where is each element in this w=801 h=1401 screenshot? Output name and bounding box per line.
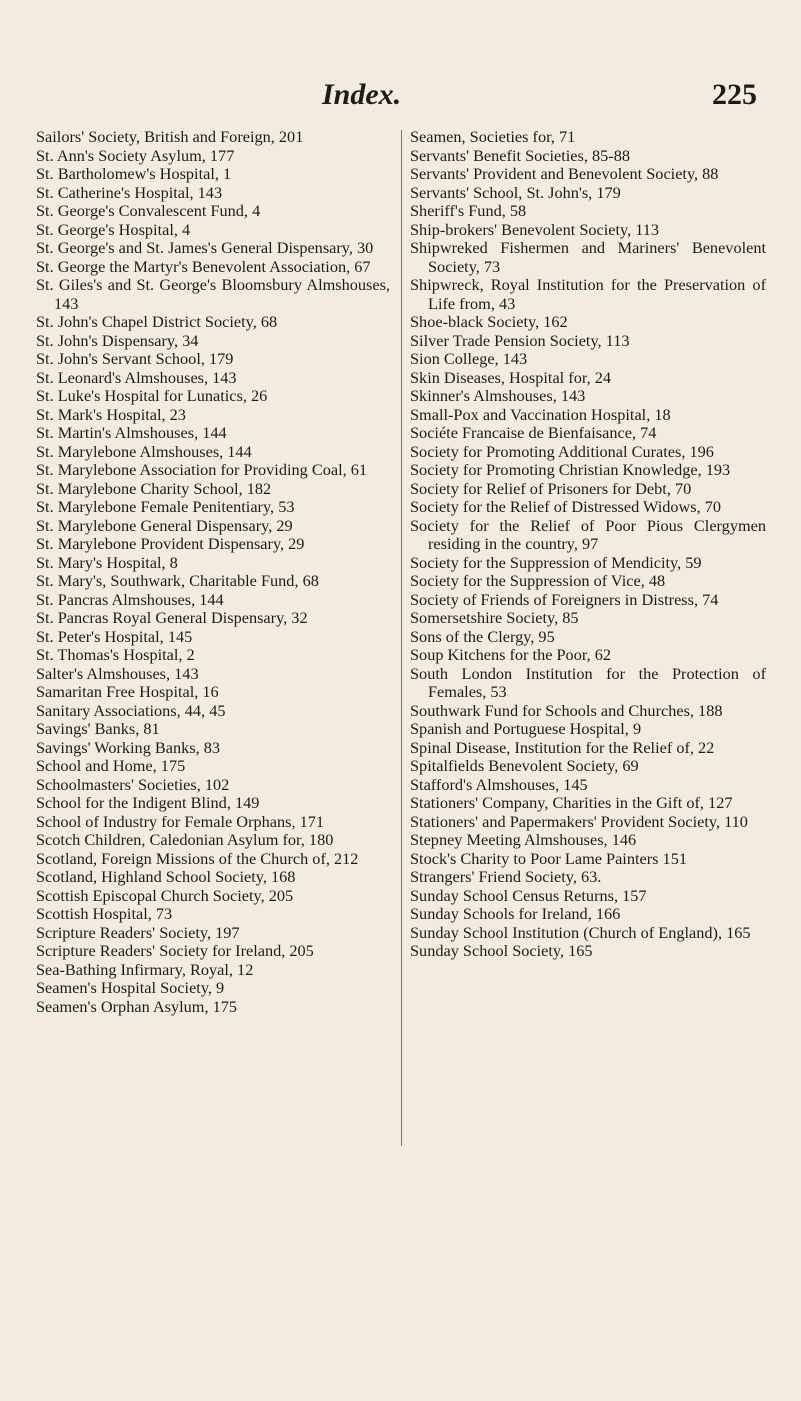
index-entry: Scottish Hospital, 73 [36,904,173,923]
index-entry: Sunday School Institution (Church of England), 165 [410,922,751,942]
index-entry: Silver Trade Pension Society, 113 [410,330,630,350]
index-entry: St. Peter's Hospital, 145 [36,626,193,646]
index-entry: Sunday Schools for Ireland, 166 [410,904,621,923]
index-entry: St. Marylebone Almshouses, 144 [36,441,252,461]
index-entry: Spitalfields Benevolent Society, 69 [410,756,639,775]
index-entry: Society for the Suppression of Vice, 48 [410,571,666,590]
index-entry: St. Marylebone Female Penitentiary, 53 [36,497,295,516]
index-entry: St. John's Servant School, 179 [36,349,234,368]
index-entry: Servants' School, St. John's, 179 [410,182,621,202]
index-entry: Southwark Fund for Schools and Churches, 188 [410,700,723,720]
index-entry: St. Leonard's Almshouses, 143 [36,367,237,387]
index-entry: St. George's and St. James's General Dispensary, 30 [36,238,374,257]
index-columns [36,128,770,1228]
index-entry: Savings' Working Banks, 83 [36,737,221,757]
index-entry: Stock's Charity to Poor Lame Painters 151 [410,848,687,868]
index-entry: St. Pancras Royal General Dispensary, 32 [36,608,308,627]
index-entry: St. Giles's and St. George's Bloomsbury Almshouses, 143 [36,275,390,313]
running-title: Index. [322,78,402,111]
index-entry: St. Marylebone General Dispensary, 29 [36,515,293,535]
index-entry: St. John's Dispensary, 34 [36,330,199,350]
index-entry: Society for Promoting Christian Knowledge, 193 [410,460,731,479]
index-entry: Scotland, Foreign Missions of the Church of, 212 [36,848,359,868]
index-entry: St. Bartholomew's Hospital, 1 [36,164,232,183]
index-entry: Spanish and Portuguese Hospital, 9 [410,719,642,738]
index-entry: Society for the Relief of Distressed Widows, 70 [410,497,722,516]
index-entry: St. Mark's Hospital, 23 [36,404,186,424]
index-entry: St. Martin's Almshouses, 144 [36,423,227,442]
index-entry: Stepney Meeting Almshouses, 146 [410,830,637,849]
index-entry: St. George's Hospital, 4 [36,219,191,239]
index-entry: Society for the Suppression of Mendicity, 59 [410,552,702,572]
index-entry: South London Institution for the Protection of Females, 53 [410,663,766,701]
index-entry: St. Ann's Society Asylum, 177 [36,145,235,165]
index-entry: Seamen's Orphan Asylum, 175 [36,996,238,1016]
index-entry: Sion College, 143 [410,349,528,368]
index-entry: Sailors' Society, British and Foreign, 201 [36,127,304,146]
index-entry: St. Mary's, Southwark, Charitable Fund, 68 [36,571,319,590]
index-column-right [410,128,766,961]
index-entry: Savings' Banks, 81 [36,719,160,738]
index-entry: Stationers' Company, Charities in the Gift of, 127 [410,793,733,812]
index-entry: Sons of the Clergy, 95 [410,626,555,646]
index-entry: Stationers' and Papermakers' Provident Society, 110 [410,811,748,831]
index-entry: Sea-Bathing Infirmary, Royal, 12 [36,959,254,979]
index-entry: Stafford's Almshouses, 145 [410,774,588,794]
index-entry: Shipwreked Fishermen and Mariners' Benevolent Society, 73 [410,238,766,276]
index-entry: Samaritan Free Hospital, 16 [36,682,219,701]
index-entry: Schoolmasters' Societies, 102 [36,774,230,794]
index-entry: St. John's Chapel District Society, 68 [36,312,278,331]
index-entry: Scotch Children, Caledonian Asylum for, 180 [36,830,334,849]
index-entry: Society for Relief of Prisoners for Debt, 70 [410,478,692,498]
index-entry: Shoe-black Society, 162 [410,312,568,331]
index-entry: St. George's Convalescent Fund, 4 [36,201,261,220]
index-entry: St. Thomas's Hospital, 2 [36,645,195,664]
index-entry: St. George the Martyr's Benevolent Association, 67 [36,256,371,276]
index-entry: Small-Pox and Vaccination Hospital, 18 [410,404,671,424]
index-entry: Servants' Benefit Societies, 85-88 [410,145,630,165]
index-entry: Sunday School Census Returns, 157 [410,885,647,905]
index-entry: Sanitary Associations, 44, 45 [36,700,226,720]
index-entry: Sociéte Francaise de Bienfaisance, 74 [410,423,657,442]
index-entry: Ship-brokers' Benevolent Society, 113 [410,219,660,239]
index-entry: School and Home, 175 [36,756,186,775]
index-entry: St. Luke's Hospital for Lunatics, 26 [36,386,268,405]
index-entry: Strangers' Friend Society, 63. [410,867,602,886]
column-divider [401,130,402,1146]
index-entry: Seamen's Hospital Society, 9 [36,978,225,997]
index-entry: St. Pancras Almshouses, 144 [36,589,224,609]
index-entry: Salter's Almshouses, 143 [36,663,199,683]
index-entry: School of Industry for Female Orphans, 171 [36,811,325,831]
index-entry: St. Marylebone Association for Providing Coal, 61 [36,460,368,479]
index-entry: Scripture Readers' Society for Ireland, 205 [36,941,314,960]
index-entry: Skin Diseases, Hospital for, 24 [410,367,612,387]
index-entry: Sheriff's Fund, 58 [410,201,527,220]
index-entry: St. Marylebone Provident Dispensary, 29 [36,534,305,553]
page-header [0,78,801,118]
index-entry: St. Marylebone Charity School, 182 [36,478,272,498]
index-column-left [36,128,390,1016]
index-entry: Scotland, Highland School Society, 168 [36,867,296,886]
index-entry: Scripture Readers' Society, 197 [36,922,240,942]
index-entry: St. Mary's Hospital, 8 [36,552,178,572]
index-entry: St. Catherine's Hospital, 143 [36,182,223,202]
index-entry: Sunday School Society, 165 [410,941,593,960]
index-entry: Somersetshire Society, 85 [410,608,579,627]
index-entry: Servants' Provident and Benevolent Society, 88 [410,164,719,183]
index-entry: Soup Kitchens for the Poor, 62 [410,645,612,664]
index-entry: Society for Promoting Additional Curates, 196 [410,441,714,461]
index-entry: Society for the Relief of Poor Pious Clergymen residing in the country, 97 [410,515,766,553]
index-entry: Scottish Episcopal Church Society, 205 [36,885,294,905]
index-entry: Seamen, Societies for, 71 [410,127,576,146]
index-entry: School for the Indigent Blind, 149 [36,793,260,812]
index-entry: Skinner's Almshouses, 143 [410,386,586,405]
index-entry: Spinal Disease, Institution for the Relief of, 22 [410,737,715,757]
index-entry: Shipwreck, Royal Institution for the Preservation of Life from, 43 [410,275,766,313]
index-entry: Society of Friends of Foreigners in Distress, 74 [410,589,719,609]
page-number: 225 [712,78,757,111]
